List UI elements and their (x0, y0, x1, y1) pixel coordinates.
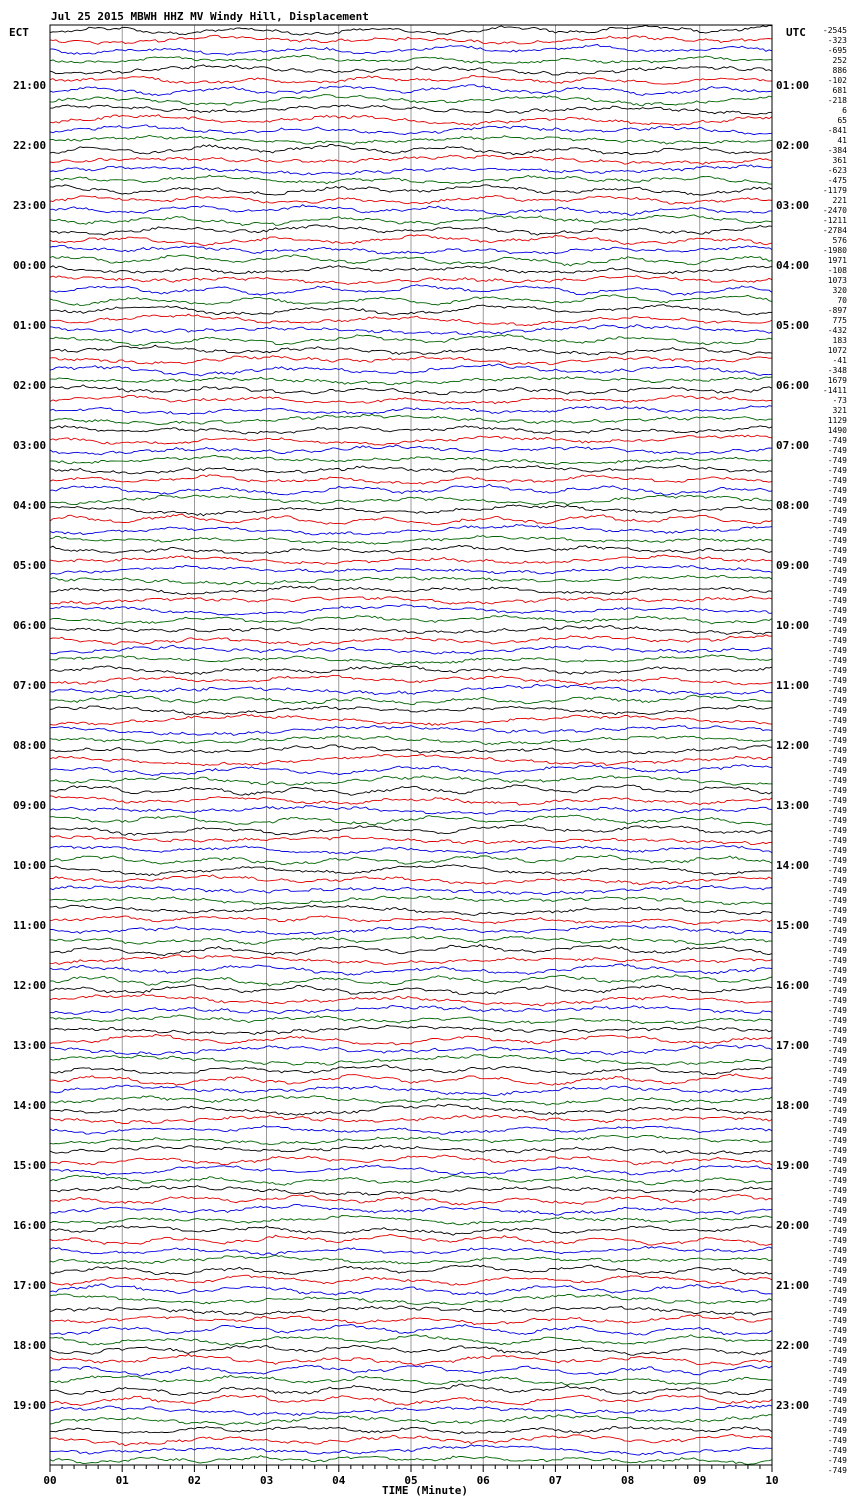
right-time-label: 18:00 (776, 1099, 810, 1112)
trace-offset-label: 1072 (827, 346, 847, 355)
trace-offset-label: -749 (827, 766, 847, 775)
trace-offset-label: -749 (827, 1036, 847, 1045)
trace-offset-label: -749 (827, 1296, 847, 1305)
trace-offset-label: -749 (827, 1106, 847, 1115)
trace-offset-label: -749 (827, 1366, 847, 1375)
right-time-label: 14:00 (776, 859, 810, 872)
right-time-label: 16:00 (776, 979, 810, 992)
trace-offset-label: -749 (827, 856, 847, 865)
x-tick-label-02: 02 (187, 1474, 202, 1487)
trace-offset-label: -749 (827, 596, 847, 605)
trace-offset-label: -749 (827, 1386, 847, 1395)
trace-offset-label: -749 (827, 1276, 847, 1285)
right-time-label: 17:00 (776, 1039, 810, 1052)
trace-offset-label: -323 (827, 36, 847, 45)
trace-offset-label: -623 (827, 166, 847, 175)
trace-offset-label: -749 (827, 1056, 847, 1065)
trace-offset-label: -749 (827, 716, 847, 725)
trace-offset-label: -749 (827, 1336, 847, 1345)
trace-offset-label: -749 (827, 1326, 847, 1335)
trace-offset-label: 321 (832, 406, 847, 415)
trace-offset-label: -749 (827, 1346, 847, 1355)
trace-offset-label: 886 (832, 66, 847, 75)
trace-offset-label: -749 (827, 756, 847, 765)
trace-offset-label: -73 (832, 396, 847, 405)
left-time-label: 18:00 (13, 1339, 47, 1352)
right-time-label: 11:00 (776, 679, 810, 692)
trace-offset-label: -2470 (822, 206, 847, 215)
right-axis-title: UTC (786, 26, 806, 39)
right-time-label: 10:00 (776, 619, 810, 632)
trace-offset-label: -1179 (822, 186, 847, 195)
trace-offset-label: -432 (827, 326, 847, 335)
trace-offset-label: -749 (827, 476, 847, 485)
right-time-label: 20:00 (776, 1219, 810, 1232)
left-time-label: 17:00 (13, 1279, 47, 1292)
right-time-label: 21:00 (776, 1279, 810, 1292)
trace-offset-label: -749 (827, 466, 847, 475)
right-time-label: 13:00 (776, 799, 810, 812)
trace-offset-label: 183 (832, 336, 847, 345)
trace-offset-label: -749 (827, 606, 847, 615)
trace-offset-label: -749 (827, 726, 847, 735)
trace-offset-label: -749 (827, 966, 847, 975)
trace-offset-label: -749 (827, 916, 847, 925)
trace-offset-label: -749 (827, 1256, 847, 1265)
left-time-label: 23:00 (13, 199, 47, 212)
trace-offset-label: 681 (832, 86, 847, 95)
trace-offset-label: -749 (827, 776, 847, 785)
trace-offset-label: -749 (827, 456, 847, 465)
x-tick-label-01: 01 (115, 1474, 129, 1487)
trace-offset-label: -749 (827, 1186, 847, 1195)
x-axis-title: TIME (Minute) (381, 1484, 469, 1497)
trace-offset-label: -749 (827, 1006, 847, 1015)
trace-offset-label: 361 (832, 156, 847, 165)
trace-offset-label: -749 (827, 1316, 847, 1325)
left-time-label: 12:00 (13, 979, 47, 992)
trace-offset-label: -749 (827, 556, 847, 565)
trace-offset-label: -749 (827, 956, 847, 965)
left-time-label: 02:00 (13, 379, 47, 392)
trace-offset-label: -749 (827, 806, 847, 815)
left-time-label: 15:00 (13, 1159, 47, 1172)
x-tick-label-07: 07 (548, 1474, 563, 1487)
trace-offset-label: -749 (827, 1236, 847, 1245)
trace-offset-label: -749 (827, 486, 847, 495)
trace-offset-label: -749 (827, 976, 847, 985)
trace-offset-label: 6 (842, 106, 847, 115)
trace-offset-label: -749 (827, 1246, 847, 1255)
trace-offset-label: -749 (827, 676, 847, 685)
trace-offset-label: -749 (827, 826, 847, 835)
x-tick-label-06: 06 (476, 1474, 490, 1487)
trace-offset-label: -218 (827, 96, 847, 105)
trace-offset-label: -749 (827, 1426, 847, 1435)
trace-offset-label: -749 (827, 1396, 847, 1405)
trace-offset-label: -749 (827, 836, 847, 845)
trace-offset-label: -749 (827, 1436, 847, 1445)
trace-offset-label: 1129 (827, 416, 847, 425)
trace-offset-label: -749 (827, 706, 847, 715)
trace-offset-label: -749 (827, 986, 847, 995)
trace-offset-label: -749 (827, 1306, 847, 1315)
trace-offset-label: -749 (827, 1466, 847, 1475)
trace-offset-label: -749 (827, 516, 847, 525)
trace-offset-label: -749 (827, 786, 847, 795)
trace-offset-label: -749 (827, 616, 847, 625)
trace-offset-label: 1490 (827, 426, 847, 435)
trace-offset-label: -749 (827, 1126, 847, 1135)
trace-offset-label: -749 (827, 546, 847, 555)
trace-offset-label: 65 (837, 116, 847, 125)
trace-offset-label: -749 (827, 796, 847, 805)
trace-offset-label: -1211 (822, 216, 847, 225)
right-time-label: 02:00 (776, 139, 810, 152)
trace-offset-label: -749 (827, 446, 847, 455)
right-time-label: 19:00 (776, 1159, 810, 1172)
trace-offset-label: -749 (827, 1406, 847, 1415)
trace-offset-label: -749 (827, 1096, 847, 1105)
trace-offset-label: -749 (827, 1066, 847, 1075)
right-time-label: 22:00 (776, 1339, 810, 1352)
trace-offset-label: -749 (827, 436, 847, 445)
trace-offset-label: -749 (827, 1446, 847, 1455)
trace-offset-label: -749 (827, 686, 847, 695)
trace-offset-label: -749 (827, 1166, 847, 1175)
left-time-label: 09:00 (13, 799, 47, 812)
trace-offset-label: -749 (827, 1176, 847, 1185)
right-time-label: 05:00 (776, 319, 810, 332)
trace-offset-label: -749 (827, 696, 847, 705)
trace-offset-label: -749 (827, 1196, 847, 1205)
left-time-label: 06:00 (13, 619, 47, 632)
trace-offset-label: -1980 (822, 246, 847, 255)
trace-offset-label: -2784 (822, 226, 847, 235)
trace-offset-label: -897 (827, 306, 847, 315)
left-time-label: 21:00 (13, 79, 47, 92)
trace-offset-label: 41 (837, 136, 847, 145)
trace-offset-label: 1679 (827, 376, 847, 385)
trace-offset-label: -749 (827, 896, 847, 905)
right-time-label: 09:00 (776, 559, 810, 572)
trace-offset-label: -749 (827, 1086, 847, 1095)
trace-offset-label: -749 (827, 656, 847, 665)
trace-offset-label: -749 (827, 506, 847, 515)
trace-offset-label: -749 (827, 1206, 847, 1215)
trace-offset-label: -749 (827, 946, 847, 955)
left-time-label: 01:00 (13, 319, 47, 332)
trace-offset-label: -749 (827, 1456, 847, 1465)
trace-offset-label: -749 (827, 626, 847, 635)
trace-offset-label: -841 (827, 126, 847, 135)
trace-offset-label: -749 (827, 1226, 847, 1235)
trace-offset-label: -749 (827, 636, 847, 645)
left-time-label: 22:00 (13, 139, 47, 152)
trace-offset-label: -749 (827, 1016, 847, 1025)
trace-offset-label: -2545 (822, 26, 847, 35)
right-time-label: 07:00 (776, 439, 810, 452)
trace-offset-label: -749 (827, 936, 847, 945)
x-tick-label-00: 00 (43, 1474, 57, 1487)
trace-offset-label: -41 (832, 356, 847, 365)
trace-offset-label: -102 (827, 76, 847, 85)
right-time-label: 04:00 (776, 259, 810, 272)
trace-offset-label: -348 (827, 366, 847, 375)
trace-offset-label: -749 (827, 496, 847, 505)
trace-offset-label: -749 (827, 1376, 847, 1385)
trace-offset-label: 320 (832, 286, 847, 295)
x-tick-label-05: 05 (404, 1474, 418, 1487)
trace-offset-label: -749 (827, 1416, 847, 1425)
trace-offset-label: -1411 (822, 386, 847, 395)
trace-offset-label: -108 (827, 266, 847, 275)
x-tick-label-09: 09 (693, 1474, 707, 1487)
trace-offset-label: -749 (827, 1076, 847, 1085)
trace-offset-label: -749 (827, 1356, 847, 1365)
trace-offset-label: -749 (827, 1146, 847, 1155)
trace-offset-label: -749 (827, 1216, 847, 1225)
trace-offset-label: 576 (832, 236, 847, 245)
left-time-label: 14:00 (13, 1099, 47, 1112)
trace-offset-label: -749 (827, 1046, 847, 1055)
trace-offset-label: -749 (827, 996, 847, 1005)
left-axis-title: ECT (9, 26, 29, 39)
trace-offset-label: -749 (827, 746, 847, 755)
trace-offset-label: 1073 (827, 276, 847, 285)
left-time-label: 10:00 (13, 859, 47, 872)
left-time-label: 03:00 (13, 439, 47, 452)
left-time-label: 16:00 (13, 1219, 47, 1232)
right-time-label: 08:00 (776, 499, 810, 512)
right-time-label: 01:00 (776, 79, 810, 92)
trace-offset-label: -384 (827, 146, 847, 155)
right-time-label: 15:00 (776, 919, 810, 932)
trace-offset-label: -749 (827, 866, 847, 875)
trace-offset-label: -749 (827, 526, 847, 535)
trace-offset-label: -749 (827, 736, 847, 745)
trace-offset-label: 221 (832, 196, 847, 205)
trace-offset-label: -749 (827, 1136, 847, 1145)
trace-offset-label: -749 (827, 876, 847, 885)
trace-offset-label: -749 (827, 646, 847, 655)
trace-offset-label: -749 (827, 1026, 847, 1035)
left-time-label: 04:00 (13, 499, 47, 512)
x-tick-label-03: 03 (259, 1474, 274, 1487)
left-time-label: 07:00 (13, 679, 47, 692)
trace-offset-label: -749 (827, 1156, 847, 1165)
right-time-label: 12:00 (776, 739, 810, 752)
trace-offset-label: -749 (827, 536, 847, 545)
trace-offset-label: 252 (832, 56, 847, 65)
trace-offset-label: -749 (827, 816, 847, 825)
left-time-label: 05:00 (13, 559, 47, 572)
right-time-label: 06:00 (776, 379, 810, 392)
left-time-label: 08:00 (13, 739, 47, 752)
trace-offset-label: 1971 (827, 256, 847, 265)
right-time-label: 23:00 (776, 1399, 810, 1412)
trace-offset-label: -749 (827, 576, 847, 585)
trace-offset-label: -695 (827, 46, 847, 55)
trace-offset-label: -475 (827, 176, 847, 185)
trace-offset-label: -749 (827, 586, 847, 595)
trace-offset-label: -749 (827, 666, 847, 675)
trace-offset-label: -749 (827, 906, 847, 915)
right-time-label: 03:00 (776, 199, 810, 212)
trace-offset-label: 775 (832, 316, 847, 325)
trace-offset-label: 70 (837, 296, 847, 305)
x-tick-label-04: 04 (332, 1474, 346, 1487)
chart-title: Jul 25 2015 MBWH HHZ MV Windy Hill, Displacement (51, 10, 369, 23)
trace-offset-label: -749 (827, 846, 847, 855)
left-time-label: 00:00 (13, 259, 47, 272)
left-time-label: 19:00 (13, 1399, 47, 1412)
trace-offset-label: -749 (827, 1266, 847, 1275)
trace-offset-label: -749 (827, 926, 847, 935)
left-time-label: 11:00 (13, 919, 47, 932)
x-tick-label-08: 08 (620, 1474, 635, 1487)
trace-offset-label: -749 (827, 566, 847, 575)
trace-offset-label: -749 (827, 886, 847, 895)
trace-offset-label: -749 (827, 1116, 847, 1125)
trace-offset-label: -749 (827, 1286, 847, 1295)
left-time-label: 13:00 (13, 1039, 47, 1052)
x-tick-label-10: 10 (765, 1474, 779, 1487)
